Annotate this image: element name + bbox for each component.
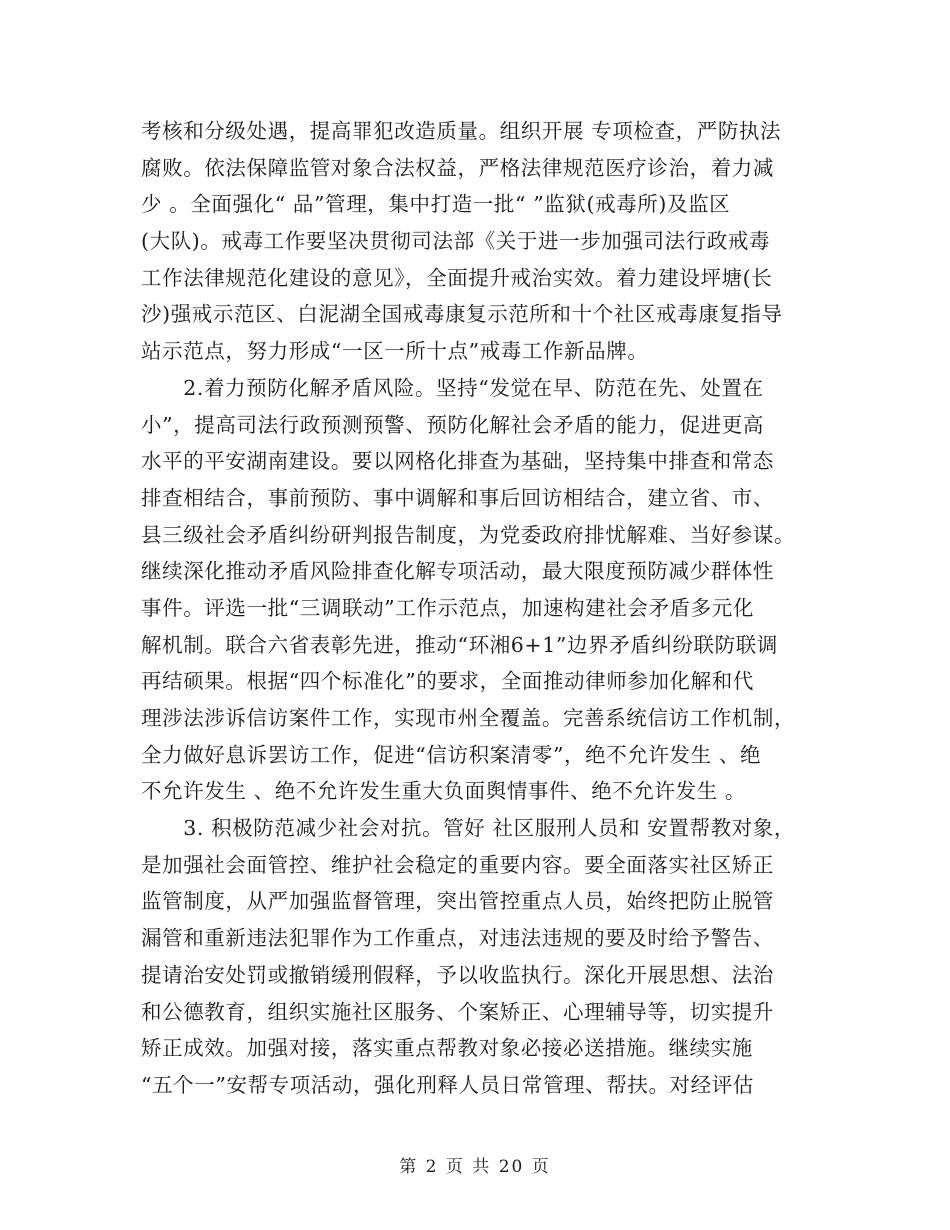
- text-line: 2.着力预防化解矛盾风险。坚持“发觉在早、防范在先、处置在: [141, 375, 764, 400]
- text-line: 小”，提高司法行政预测预警、预防化解社会矛盾的能力，促进更高: [141, 412, 764, 437]
- text-line: 再结硕果。根据“四个标准化”的要求，全面推动律师参加化解和代: [141, 669, 754, 694]
- text-line: 监管制度，从严加强监督管理，突出管控重点人员，始终把防止脱管: [141, 889, 774, 914]
- text-line: 3. 积极防范减少社会对抗。管好 社区服刑人员和 安置帮教对象，: [141, 816, 796, 841]
- text-line: 继续深化推动矛盾风险排查化解专项活动，最大限度预防减少群体性: [141, 559, 774, 584]
- text-line: 是加强社会面管控、维护社会稳定的重要内容。要全面落实社区矫正: [141, 852, 774, 877]
- text-line: “五个一”安帮专项活动，强化刑释人员日常管理、帮扶。对经评估: [141, 1072, 754, 1097]
- text-line: 漏管和重新违法犯罪作为工作重点，对违法违规的要及时给予警告、: [141, 926, 774, 951]
- text-line: 不允许发生 、绝不允许发生重大负面舆情事件、绝不允许发生 。: [141, 779, 747, 804]
- text-line: 水平的平安湖南建设。要以网格化排查为基础，坚持集中排查和常态: [141, 449, 774, 474]
- text-line: 腐败。依法保障监管对象合法权益，严格法律规范医疗诊治，着力减: [141, 155, 774, 180]
- text-line: 工作法律规范化建设的意见》，全面提升戒治实效。着力建设坪塘(长: [141, 265, 773, 290]
- page-number: 第 2 页 共 20 页: [399, 1157, 551, 1177]
- text-line: 县三级社会矛盾纠纷研判报告制度，为党委政府排忧解难、当好参谋。: [141, 522, 796, 547]
- text-line: 和公德教育，组织实施社区服务、个案矫正、心理辅导等，切实提升: [141, 999, 774, 1024]
- text-line: 解机制。联合六省表彰先进，推动“环湘6+1”边界矛盾纠纷联防联调: [141, 632, 778, 657]
- text-line: 理涉法涉诉信访案件工作，实现市州全覆盖。完善系统信访工作机制，: [141, 706, 796, 730]
- text-line: 考核和分级处遇，提高罪犯改造质量。组织开展 专项检查，严防执法: [141, 119, 782, 143]
- text-line: 提请治安处罚或撤销缓刑假释，予以收监执行。深化开展思想、法治: [141, 962, 774, 987]
- text-line: 事件。评选一批“三调联动”工作示范点，加速构建社会矛盾多元化: [141, 595, 754, 620]
- text-line: 沙)强戒示范区、白泥湖全国戒毒康复示范所和十个社区戒毒康复指导: [141, 302, 783, 327]
- text-line: 矫正成效。加强对接，落实重点帮教对象必接必送措施。继续实施: [141, 1036, 753, 1061]
- text-line: 排查相结合，事前预防、事中调解和事后回访相结合，建立省、市、: [141, 485, 774, 510]
- body-text: [141, 113, 821, 1104]
- text-line: 少 。全面强化“ 品”管理，集中打造一批“ ”监狱(戒毒所)及监区: [141, 192, 731, 217]
- text-line: 全力做好息诉罢访工作，促进“信访积案清零”，绝不允许发生 、绝: [141, 742, 762, 767]
- text-line: 站示范点，努力形成“一区一所十点”戒毒工作新品牌。: [141, 339, 649, 364]
- text-line: (大队)。戒毒工作要坚决贯彻司法部《关于进一步加强司法行政戒毒: [141, 229, 771, 254]
